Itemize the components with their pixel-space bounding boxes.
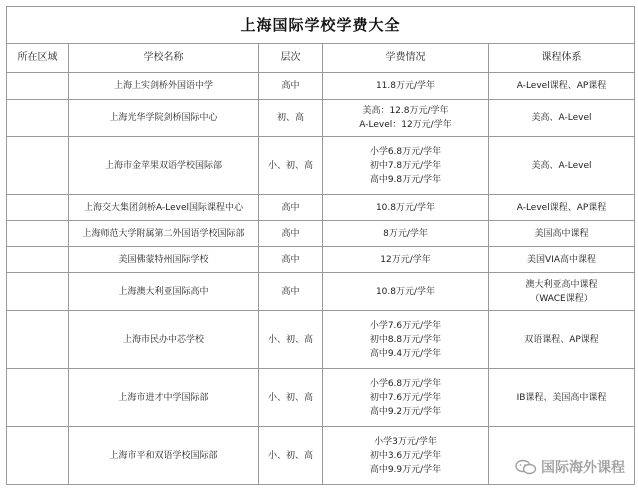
fee-cell-line: 高中9.8万元/学年	[369, 174, 442, 185]
school-name-cell: 上海上实剑桥外国语中学	[69, 73, 259, 100]
curriculum-cell-line: （WACE课程）	[530, 293, 593, 304]
region-cell	[7, 73, 69, 100]
fee-cell	[323, 137, 489, 195]
fee-cell-line: 美高：12.8万元/学年	[362, 106, 449, 116]
header-level: 层次	[259, 44, 323, 73]
header-school: 学校名称	[69, 44, 259, 73]
fee-cell	[323, 247, 489, 273]
level-cell: 小、初、高	[259, 427, 323, 485]
school-name-cell: 上海市金苹果双语学校国际部	[69, 137, 259, 195]
curriculum-cell	[489, 369, 635, 427]
table-row	[7, 195, 635, 221]
fee-cell-line: 高中9.2万元/学年	[369, 406, 442, 417]
fee-cell-line: A-Level：12万元/学年	[359, 120, 452, 130]
fee-cell	[323, 273, 489, 311]
level-cell: 高中	[259, 273, 323, 311]
curriculum-cell-line: 美高、A-Level	[531, 113, 592, 123]
level-cell: 小、初、高	[259, 369, 323, 427]
header-region: 所在区域	[7, 44, 69, 73]
fee-cell-line: 10.8万元/学年	[375, 286, 436, 297]
curriculum-cell	[489, 221, 635, 247]
fee-cell-line: 8万元/学年	[383, 228, 428, 239]
curriculum-cell-line: A-Level课程、AP课程	[516, 202, 607, 213]
fee-cell	[323, 73, 489, 100]
region-cell	[7, 195, 69, 221]
curriculum-cell-line: 双语课程、AP课程	[524, 334, 599, 345]
table-row	[7, 137, 635, 195]
curriculum-cell	[489, 100, 635, 137]
school-name-cell: 上海交大集团剑桥A-Level国际课程中心	[69, 195, 259, 221]
school-name-cell: 上海澳大利亚国际高中	[69, 273, 259, 311]
level-cell: 高中	[259, 221, 323, 247]
curriculum-cell	[489, 73, 635, 100]
curriculum-cell-line: 美国VIA高中课程	[527, 254, 596, 265]
region-cell	[7, 273, 69, 311]
wechat-icon	[515, 459, 537, 475]
school-name-cell: 美国佛蒙特州国际学校	[69, 247, 259, 273]
table-row	[7, 221, 635, 247]
fee-table	[6, 6, 635, 485]
region-cell	[7, 369, 69, 427]
curriculum-cell	[489, 195, 635, 221]
school-name-cell: 上海师范大学附属第二外国语学校国际部	[69, 221, 259, 247]
school-name-cell: 上海市平和双语学校国际部	[69, 427, 259, 485]
table-row	[7, 100, 635, 137]
fee-cell	[323, 195, 489, 221]
school-name-cell: 上海市进才中学国际部	[69, 369, 259, 427]
fee-cell-line: 初中7.6万元/学年	[369, 392, 442, 403]
region-cell	[7, 311, 69, 369]
level-cell: 小、初、高	[259, 311, 323, 369]
table-row	[7, 369, 635, 427]
fee-cell-line: 小学3万元/学年	[374, 436, 437, 447]
fee-cell	[323, 369, 489, 427]
region-cell	[7, 137, 69, 195]
curriculum-cell	[489, 137, 635, 195]
curriculum-cell	[489, 247, 635, 273]
level-cell: 小、初、高	[259, 137, 323, 195]
curriculum-cell-line: A-Level课程、AP课程	[516, 81, 607, 91]
level-cell: 高中	[259, 195, 323, 221]
fee-cell	[323, 311, 489, 369]
school-name-cell: 上海光华学院剑桥国际中心	[69, 100, 259, 137]
fee-cell-line: 高中9.9万元/学年	[369, 464, 442, 475]
table-row	[7, 311, 635, 369]
fee-cell-line: 初中3.6万元/学年	[369, 450, 442, 461]
header-fee: 学费情况	[323, 44, 489, 73]
region-cell	[7, 427, 69, 485]
school-name-cell: 上海市民办中芯学校	[69, 311, 259, 369]
fee-cell-line: 小学6.8万元/学年	[369, 146, 442, 157]
table-title: 上海国际学校学费大全	[7, 7, 635, 44]
fee-cell-line: 小学7.6万元/学年	[369, 320, 442, 331]
curriculum-cell	[489, 311, 635, 369]
table-row	[7, 73, 635, 100]
header-curriculum: 课程体系	[489, 44, 635, 73]
fee-cell-line: 初中7.8万元/学年	[369, 160, 442, 171]
curriculum-cell-line: 澳大利亚高中课程	[525, 279, 598, 290]
level-cell: 高中	[259, 73, 323, 100]
region-cell	[7, 221, 69, 247]
curriculum-cell	[489, 273, 635, 311]
fee-cell-line: 小学6.8万元/学年	[369, 378, 442, 389]
region-cell	[7, 100, 69, 137]
fee-cell	[323, 100, 489, 137]
table-body	[7, 73, 635, 485]
fee-cell-line: 12万元/学年	[380, 254, 431, 265]
curriculum-cell-line: 美国高中课程	[534, 228, 589, 239]
curriculum-cell-line: 美高、A-Level	[531, 160, 592, 171]
watermark-text: 国际海外课程	[541, 460, 625, 476]
table-row	[7, 247, 635, 273]
fee-cell-line: 高中9.4万元/学年	[369, 348, 442, 359]
region-cell	[7, 247, 69, 273]
header-row	[7, 44, 635, 73]
fee-cell	[323, 427, 489, 485]
curriculum-cell-line: IB课程、美国高中课程	[516, 392, 607, 403]
fee-cell	[323, 221, 489, 247]
fee-cell-line: 10.8万元/学年	[375, 202, 436, 213]
level-cell: 高中	[259, 247, 323, 273]
watermark	[515, 452, 638, 482]
table-row	[7, 273, 635, 311]
fee-cell-line: 11.8万元/学年	[375, 81, 436, 91]
level-cell: 初、高	[259, 100, 323, 137]
fee-cell-line: 初中8.8万元/学年	[369, 334, 442, 345]
